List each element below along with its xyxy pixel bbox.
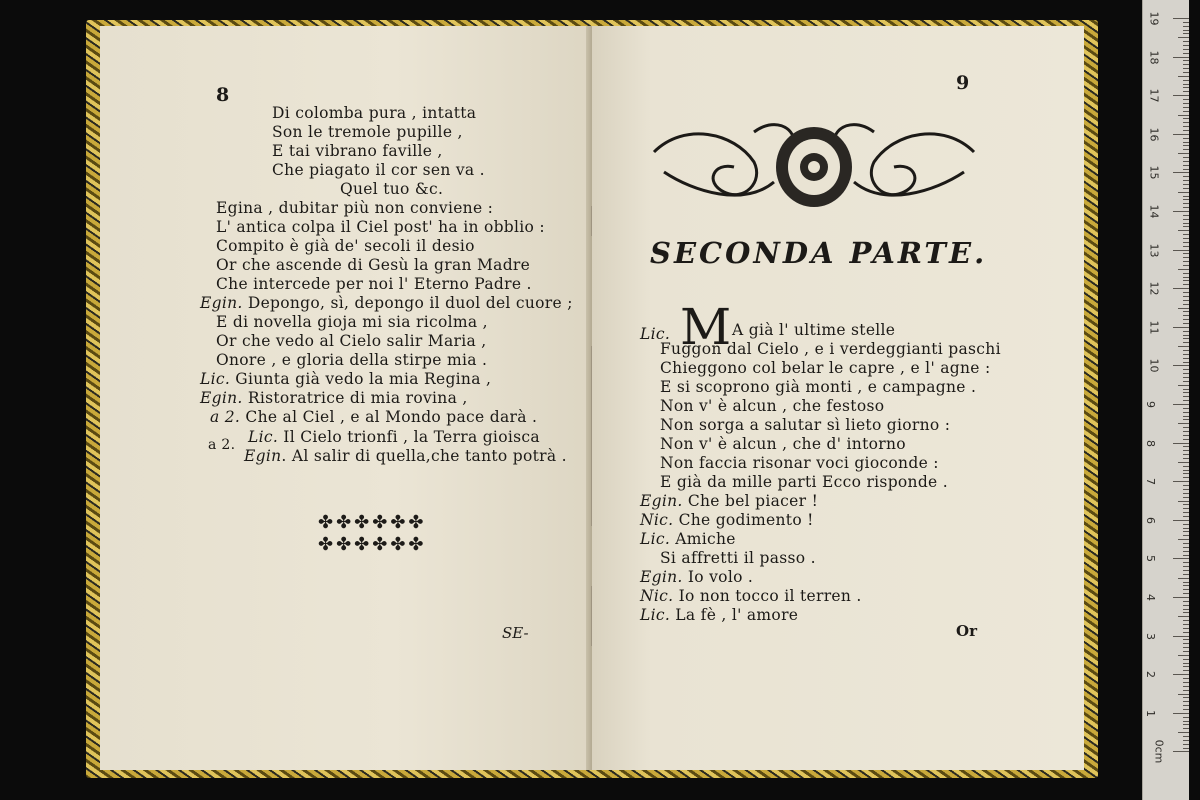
- ruler-tick: [1183, 454, 1189, 455]
- ruler-label: 19: [1147, 11, 1161, 26]
- ruler-tick: [1183, 369, 1189, 370]
- ruler-tick: [1183, 639, 1189, 640]
- ruler-label: 10: [1147, 358, 1161, 373]
- ruler-tick: [1173, 211, 1189, 212]
- ruler-tick: [1183, 161, 1189, 162]
- ruler-tick: [1183, 107, 1189, 108]
- ruler-tick: [1183, 223, 1189, 224]
- verse-line: Nic. Io non tocco il terren .: [640, 587, 862, 605]
- ruler-tick: [1183, 253, 1189, 254]
- ruler-tick: [1183, 508, 1189, 509]
- ruler-tick: [1173, 481, 1189, 482]
- ruler-tick: [1183, 323, 1189, 324]
- ruler-tick: [1178, 501, 1189, 502]
- ruler-label: 15: [1147, 165, 1161, 180]
- verse-line: Non faccia risonar voci gioconde :: [660, 454, 939, 472]
- ruler-tick: [1183, 473, 1189, 474]
- ruler-tick: [1183, 721, 1189, 722]
- ruler-tick: [1173, 443, 1189, 444]
- page-number-right: 9: [956, 72, 970, 94]
- ruler-tick: [1183, 400, 1189, 401]
- ruler-tick: [1183, 234, 1189, 235]
- ruler-label: 2: [1144, 671, 1157, 679]
- ruler-tick: [1183, 68, 1189, 69]
- ruler-tick: [1183, 145, 1189, 146]
- verse-line: Lic. La fè , l' amore: [640, 606, 799, 624]
- speaker-label: Lic.: [640, 325, 671, 343]
- verse-line: a 2. Che al Ciel , e al Mondo pace darà .: [210, 408, 538, 426]
- ruler-tick: [1183, 33, 1189, 34]
- ruler-tick: [1183, 130, 1189, 131]
- ruler-tick: [1183, 238, 1189, 239]
- ruler-tick: [1173, 18, 1189, 19]
- ruler-tick: [1183, 724, 1189, 725]
- ruler-label: 9: [1144, 401, 1157, 408]
- ruler-tick: [1183, 165, 1189, 166]
- ruler-tick: [1183, 609, 1189, 610]
- ruler-tick: [1183, 49, 1189, 50]
- ruler-tick: [1183, 728, 1189, 729]
- ruler-tick: [1183, 72, 1189, 73]
- ruler-tick: [1183, 118, 1189, 119]
- verse-line: E già da mille parti Ecco risponde .: [660, 473, 948, 491]
- ruler-tick: [1183, 300, 1189, 301]
- ruler-tick: [1183, 389, 1189, 390]
- ruler-tick: [1183, 419, 1189, 420]
- ruler-tick: [1183, 373, 1189, 374]
- ruler-tick: [1183, 87, 1189, 88]
- right-page: [592, 26, 1084, 770]
- ruler-tick: [1173, 134, 1189, 135]
- fleuron-ornament: ✤✤✤✤✤✤: [318, 534, 427, 555]
- verse-line: Chieggono col belar le capre , e l' agne :: [660, 359, 991, 377]
- ruler-tick: [1183, 705, 1189, 706]
- verse-line: Egin. Al salir di quella,che tanto potrà .: [244, 447, 567, 465]
- ruler-label: 0cm: [1152, 740, 1166, 764]
- ruler-tick: [1183, 91, 1189, 92]
- ruler-tick: [1183, 589, 1189, 590]
- ruler-label: 6: [1144, 516, 1157, 524]
- ruler-tick: [1173, 95, 1189, 96]
- verse-line: Egina , dubitar più non conviene :: [216, 199, 494, 217]
- ruler-label: 11: [1147, 320, 1161, 335]
- ruler-tick: [1183, 392, 1189, 393]
- ruler-tick: [1183, 744, 1189, 745]
- ruler-tick: [1183, 45, 1189, 46]
- ruler-tick: [1183, 585, 1189, 586]
- speaker-label: Egin.: [200, 389, 243, 407]
- ruler-tick: [1183, 331, 1189, 332]
- ruler-tick: [1173, 250, 1189, 251]
- ruler-tick: [1183, 470, 1189, 471]
- ruler-tick: [1178, 153, 1189, 154]
- ruler-tick: [1183, 624, 1189, 625]
- ruler-tick: [1183, 643, 1189, 644]
- ruler-tick: [1183, 273, 1189, 274]
- ruler-tick: [1183, 485, 1189, 486]
- ruler-tick: [1178, 308, 1189, 309]
- ruler-label: 5: [1144, 555, 1157, 563]
- ruler-tick: [1183, 215, 1189, 216]
- drop-cap: M: [680, 298, 732, 356]
- verse-line: Non sorga a salutar sì lieto giorno :: [660, 416, 951, 434]
- ruler-tick: [1183, 169, 1189, 170]
- ruler-tick: [1183, 338, 1189, 339]
- measurement-ruler: [1142, 0, 1189, 800]
- ruler-tick: [1183, 535, 1189, 536]
- ruler-tick: [1183, 296, 1189, 297]
- ruler-tick: [1173, 751, 1189, 752]
- ruler-tick: [1183, 477, 1189, 478]
- ruler-tick: [1183, 311, 1189, 312]
- ruler-tick: [1178, 76, 1189, 77]
- ruler-tick: [1183, 450, 1189, 451]
- ruler-tick: [1183, 280, 1189, 281]
- ruler-tick: [1178, 655, 1189, 656]
- verse-line: Lic. Giunta già vedo la mia Regina ,: [200, 370, 492, 388]
- ruler-label: 12: [1147, 281, 1161, 296]
- verse-line: Nic. Che godimento !: [640, 511, 814, 529]
- ruler-tick: [1183, 605, 1189, 606]
- ruler-tick: [1178, 732, 1189, 733]
- verse-line: Egin. Io volo .: [640, 568, 754, 586]
- verse-line: Che intercede per noi l' Eterno Padre .: [216, 275, 532, 293]
- ruler-tick: [1173, 365, 1189, 366]
- ruler-tick: [1183, 659, 1189, 660]
- ruler-tick: [1178, 37, 1189, 38]
- verse-line: E si scoprono già monti , e campagne .: [660, 378, 977, 396]
- ruler-tick: [1183, 335, 1189, 336]
- ruler-tick: [1183, 412, 1189, 413]
- ruler-tick: [1183, 701, 1189, 702]
- ruler-tick: [1178, 385, 1189, 386]
- ruler-label: 7: [1144, 478, 1157, 486]
- ruler-tick: [1173, 288, 1189, 289]
- ruler-tick: [1183, 593, 1189, 594]
- ruler-tick: [1183, 122, 1189, 123]
- ruler-tick: [1183, 566, 1189, 567]
- ruler-tick: [1183, 157, 1189, 158]
- catchword-right: Or: [956, 622, 977, 640]
- speaker-label: Egin.: [640, 568, 683, 586]
- ruler-tick: [1183, 246, 1189, 247]
- ruler-tick: [1183, 678, 1189, 679]
- ruler-tick: [1183, 612, 1189, 613]
- ruler-tick: [1183, 512, 1189, 513]
- speaker-label: a 2.: [210, 408, 241, 426]
- ruler-tick: [1173, 597, 1189, 598]
- ruler-label: 16: [1147, 127, 1161, 142]
- ruler-tick: [1178, 539, 1189, 540]
- verse-line: Egin. Depongo, sì, depongo il duol del cuore ;: [200, 294, 573, 312]
- ruler-label: 8: [1144, 439, 1157, 447]
- ruler-tick: [1183, 64, 1189, 65]
- ruler-tick: [1183, 717, 1189, 718]
- ruler-tick: [1183, 203, 1189, 204]
- ruler-tick: [1183, 686, 1189, 687]
- speaker-label: Nic.: [640, 511, 674, 529]
- ruler-tick: [1183, 562, 1189, 563]
- ruler-tick: [1183, 149, 1189, 150]
- verse-line: Si affretti il passo .: [660, 549, 816, 567]
- ruler-tick: [1183, 354, 1189, 355]
- ruler-tick: [1183, 740, 1189, 741]
- ruler-tick: [1173, 172, 1189, 173]
- verse-line: Di colomba pura , intatta: [272, 104, 477, 122]
- ruler-tick: [1173, 327, 1189, 328]
- ruler-tick: [1183, 304, 1189, 305]
- ruler-tick: [1183, 427, 1189, 428]
- ruler-tick: [1183, 142, 1189, 143]
- verse-line: Or che ascende di Gesù la gran Madre: [216, 256, 531, 274]
- ruler-tick: [1183, 489, 1189, 490]
- ruler-tick: [1183, 748, 1189, 749]
- verse-line: E tai vibrano faville ,: [272, 142, 443, 160]
- ruler-tick: [1183, 551, 1189, 552]
- ruler-tick: [1183, 219, 1189, 220]
- ruler-tick: [1178, 230, 1189, 231]
- ruler-tick: [1183, 574, 1189, 575]
- ruler-tick: [1183, 547, 1189, 548]
- verse-line: Lic. Il Cielo trionfi , la Terra gioisca: [248, 428, 540, 446]
- ruler-tick: [1183, 528, 1189, 529]
- ruler-tick: [1183, 416, 1189, 417]
- ruler-tick: [1183, 126, 1189, 127]
- ruler-tick: [1183, 53, 1189, 54]
- fleuron-ornament: ✤✤✤✤✤✤: [318, 512, 427, 533]
- ruler-tick: [1183, 446, 1189, 447]
- ruler-tick: [1173, 636, 1189, 637]
- ruler-tick: [1183, 736, 1189, 737]
- ruler-tick: [1183, 196, 1189, 197]
- verse-line: Quel tuo &c.: [340, 180, 444, 198]
- verse-line: Non v' è alcun , che d' intorno: [660, 435, 906, 453]
- verse-line: L' antica colpa il Ciel post' ha in obblio :: [216, 218, 545, 236]
- ruler-tick: [1183, 666, 1189, 667]
- ruler-tick: [1173, 713, 1189, 714]
- ruler-tick: [1178, 269, 1189, 270]
- ruler-tick: [1178, 192, 1189, 193]
- ruler-tick: [1183, 111, 1189, 112]
- ruler-tick: [1178, 423, 1189, 424]
- ruler-tick: [1183, 555, 1189, 556]
- ruler-tick: [1183, 516, 1189, 517]
- speaker-label: Lic.: [640, 606, 671, 624]
- ruler-tick: [1183, 396, 1189, 397]
- ruler-tick: [1183, 570, 1189, 571]
- ruler-tick: [1178, 346, 1189, 347]
- verse-line: Onore , e gloria della stirpe mia .: [216, 351, 488, 369]
- ruler-tick: [1183, 257, 1189, 258]
- ruler-tick: [1183, 207, 1189, 208]
- ruler-tick: [1178, 115, 1189, 116]
- ruler-tick: [1183, 199, 1189, 200]
- ruler-tick: [1183, 84, 1189, 85]
- speaker-label: Egin.: [200, 294, 243, 312]
- verse-line: Non v' è alcun , che festoso: [660, 397, 885, 415]
- ruler-tick: [1183, 103, 1189, 104]
- ruler-tick: [1183, 99, 1189, 100]
- ruler-tick: [1183, 690, 1189, 691]
- ruler-label: 3: [1144, 632, 1157, 640]
- verse-line: Egin. Ristoratrice di mia rovina ,: [200, 389, 468, 407]
- ruler-tick: [1178, 616, 1189, 617]
- ruler-tick: [1178, 694, 1189, 695]
- ruler-label: 17: [1147, 88, 1161, 103]
- ruler-tick: [1183, 408, 1189, 409]
- ruler-tick: [1183, 277, 1189, 278]
- ruler-tick: [1173, 520, 1189, 521]
- ruler-tick: [1183, 284, 1189, 285]
- verse-line: A già l' ultime stelle: [732, 321, 896, 339]
- ruler-tick: [1183, 180, 1189, 181]
- ruler-tick: [1183, 582, 1189, 583]
- ruler-tick: [1183, 497, 1189, 498]
- ruler-tick: [1173, 404, 1189, 405]
- ruler-tick: [1183, 350, 1189, 351]
- page-number-left: 8: [216, 84, 230, 106]
- ruler-tick: [1183, 504, 1189, 505]
- ruler-tick: [1183, 80, 1189, 81]
- verse-line: Compito è già de' secoli il desio: [216, 237, 475, 255]
- ruler-tick: [1183, 226, 1189, 227]
- ruler-tick: [1173, 57, 1189, 58]
- ruler-tick: [1178, 462, 1189, 463]
- ruler-tick: [1183, 30, 1189, 31]
- ruler-tick: [1183, 601, 1189, 602]
- left-page: [100, 26, 592, 770]
- ruler-tick: [1183, 439, 1189, 440]
- verse-line: Son le tremole pupille ,: [272, 123, 463, 141]
- ruler-label: 13: [1147, 243, 1161, 258]
- ruler-tick: [1183, 531, 1189, 532]
- ruler-tick: [1183, 138, 1189, 139]
- ruler-tick: [1183, 22, 1189, 23]
- ruler-tick: [1183, 493, 1189, 494]
- ruler-tick: [1183, 362, 1189, 363]
- speaker-label: Lic.: [248, 428, 279, 446]
- ruler-tick: [1178, 578, 1189, 579]
- ruler-tick: [1183, 377, 1189, 378]
- catchword-left: SE-: [502, 624, 529, 642]
- ruler-tick: [1183, 60, 1189, 61]
- ruler-tick: [1183, 315, 1189, 316]
- ruler-tick: [1183, 261, 1189, 262]
- ruler-tick: [1183, 647, 1189, 648]
- speaker-label-a2: a 2.: [208, 437, 236, 453]
- ruler-tick: [1183, 265, 1189, 266]
- ruler-tick: [1183, 651, 1189, 652]
- ruler-tick: [1183, 41, 1189, 42]
- headpiece-ornament: [644, 112, 984, 222]
- ruler-tick: [1183, 543, 1189, 544]
- ruler-tick: [1183, 184, 1189, 185]
- speaker-label: Lic.: [640, 530, 671, 548]
- ruler-tick: [1183, 697, 1189, 698]
- ruler-tick: [1173, 558, 1189, 559]
- ruler-tick: [1173, 674, 1189, 675]
- ruler-tick: [1183, 176, 1189, 177]
- ruler-label: 4: [1144, 594, 1157, 601]
- ruler-tick: [1183, 524, 1189, 525]
- ruler-tick: [1183, 632, 1189, 633]
- verse-line: Or che vedo al Cielo salir Maria ,: [216, 332, 487, 350]
- ruler-tick: [1183, 358, 1189, 359]
- verse-line: Egin. Che bel piacer !: [640, 492, 819, 510]
- ruler-label: 1: [1144, 709, 1157, 717]
- ruler-tick: [1183, 26, 1189, 27]
- speaker-label: Lic.: [200, 370, 231, 388]
- speaker-label: Nic.: [640, 587, 674, 605]
- ruler-tick: [1183, 435, 1189, 436]
- ruler-tick: [1183, 709, 1189, 710]
- ruler-tick: [1183, 466, 1189, 467]
- ruler-tick: [1183, 628, 1189, 629]
- ruler-tick: [1183, 342, 1189, 343]
- ruler-tick: [1183, 431, 1189, 432]
- ruler-label: 18: [1147, 50, 1161, 65]
- ruler-tick: [1183, 242, 1189, 243]
- ruler-tick: [1183, 319, 1189, 320]
- ruler-label: 14: [1147, 204, 1161, 219]
- verse-line: Che piagato il cor sen va .: [272, 161, 485, 179]
- verse-line: E di novella gioja mi sia ricolma ,: [216, 313, 488, 331]
- ruler-tick: [1183, 682, 1189, 683]
- ruler-tick: [1183, 620, 1189, 621]
- ruler-tick: [1183, 381, 1189, 382]
- verse-line: Lic. Amiche: [640, 530, 736, 548]
- verse-line: Fuggon dal Cielo , e i verdeggianti paschi: [660, 340, 1001, 358]
- ruler-tick: [1183, 663, 1189, 664]
- speaker-label: Egin.: [640, 492, 683, 510]
- ruler-tick: [1183, 458, 1189, 459]
- ruler-tick: [1183, 292, 1189, 293]
- ruler-tick: [1183, 188, 1189, 189]
- ruler-tick: [1183, 670, 1189, 671]
- section-heading: SECONDA PARTE.: [650, 236, 988, 270]
- speaker-label: Egin: [244, 447, 282, 465]
